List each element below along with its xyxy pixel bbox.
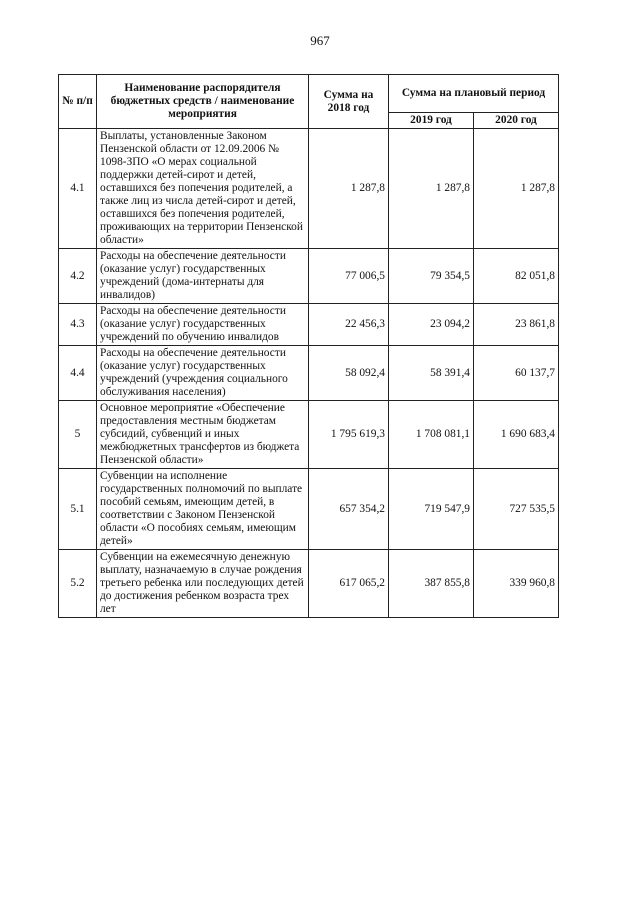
table-row: [59, 129, 559, 249]
amount-2020: 23 861,8: [474, 304, 559, 346]
amount-2019: 58 391,4: [389, 346, 474, 401]
page-number: 967: [310, 33, 330, 48]
row-name: Субвенции на ежемесячную денежную выплату, назначаемую в случае рождения третьего ребенка или последующих детей до достижения ребенком возраста трех лет: [97, 550, 309, 618]
row-number: 4.3: [59, 304, 97, 346]
table-row: [59, 346, 559, 401]
amount-2018: 77 006,5: [309, 249, 389, 304]
row-number: 5: [59, 401, 97, 469]
amount-2020: 339 960,8: [474, 550, 559, 618]
amount-2018: 1 287,8: [309, 129, 389, 249]
amount-2019: 23 094,2: [389, 304, 474, 346]
header-name: Наименование распорядителя бюджетных средств / наименование мероприятия: [97, 75, 309, 129]
header-sum-2018: Сумма на 2018 год: [309, 75, 389, 129]
amount-2018: 58 092,4: [309, 346, 389, 401]
row-name: Расходы на обеспечение деятельности (оказание услуг) государственных учреждений (учреждения социального обслуживания населения): [97, 346, 309, 401]
amount-2020: 727 535,5: [474, 469, 559, 550]
amount-2018: 657 354,2: [309, 469, 389, 550]
row-name: Субвенции на исполнение государственных полномочий по выплате пособий семьям, имеющим детей, в соответствии с Законом Пензенской области «О пособиях семьям, имеющим детей»: [97, 469, 309, 550]
table-row: [59, 469, 559, 550]
amount-2018: 22 456,3: [309, 304, 389, 346]
row-number: 5.1: [59, 469, 97, 550]
table-row: [59, 304, 559, 346]
amount-2019: 719 547,9: [389, 469, 474, 550]
row-number: 5.2: [59, 550, 97, 618]
header-2020: 2020 год: [474, 113, 559, 129]
table-row: [59, 550, 559, 618]
amount-2019: 387 855,8: [389, 550, 474, 618]
amount-2019: 1 708 081,1: [389, 401, 474, 469]
amount-2018: 1 795 619,3: [309, 401, 389, 469]
row-number: 4.1: [59, 129, 97, 249]
amount-2019: 79 354,5: [389, 249, 474, 304]
amount-2018: 617 065,2: [309, 550, 389, 618]
row-name: Расходы на обеспечение деятельности (оказание услуг) государственных учреждений по обучению инвалидов: [97, 304, 309, 346]
budget-table: [58, 74, 559, 618]
header-2019: 2019 год: [389, 113, 474, 129]
table-body: [59, 129, 559, 618]
amount-2020: 60 137,7: [474, 346, 559, 401]
header-planned-period: Сумма на плановый период: [389, 75, 559, 113]
amount-2020: 1 690 683,4: [474, 401, 559, 469]
row-name: Расходы на обеспечение деятельности (оказание услуг) государственных учреждений (дома-интернаты для инвалидов): [97, 249, 309, 304]
row-number: 4.4: [59, 346, 97, 401]
amount-2019: 1 287,8: [389, 129, 474, 249]
table-row: [59, 249, 559, 304]
row-number: 4.2: [59, 249, 97, 304]
header-number: № п/п: [59, 75, 97, 129]
table-row: [59, 401, 559, 469]
row-name: Основное мероприятие «Обеспечение предоставления местным бюджетам субсидий, субвенций и иных межбюджетных трансфертов из бюджета Пензенской области»: [97, 401, 309, 469]
amount-2020: 82 051,8: [474, 249, 559, 304]
table-header: [59, 75, 559, 129]
amount-2020: 1 287,8: [474, 129, 559, 249]
row-name: Выплаты, установленные Законом Пензенской области от 12.09.2006 № 1098-ЗПО «О мерах социальной поддержки детей-сирот и детей, оставшихся без попечения родителей, а также лиц из числа детей-сирот и детей, оставшихся без попечения родителей, проживающих на территории Пензенской области»: [97, 129, 309, 249]
